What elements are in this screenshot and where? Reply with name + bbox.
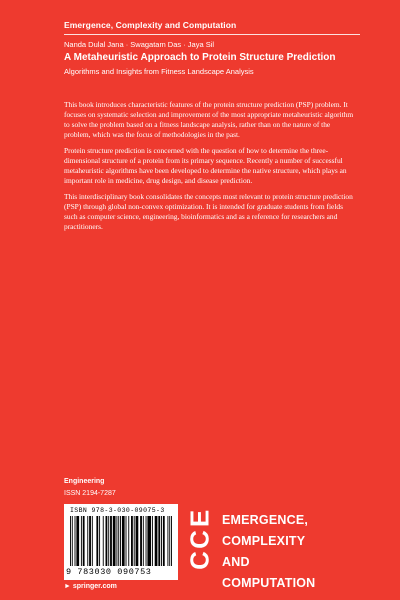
- barcode-bar: [134, 516, 135, 566]
- barcode-bar: [146, 516, 147, 566]
- barcode-bar: [72, 516, 73, 566]
- series-logo-text: [222, 510, 315, 594]
- barcode-bar: [155, 516, 158, 566]
- barcode-bar: [108, 516, 109, 566]
- barcode-bar: [92, 516, 93, 566]
- barcode-bar: [143, 516, 144, 566]
- logo-letter: C: [184, 530, 215, 549]
- barcode-bar: [163, 516, 165, 566]
- barcode-bar: [118, 516, 119, 566]
- barcode-bar: [110, 516, 112, 566]
- barcode-bar: [169, 516, 170, 566]
- issn: ISSN 2194-7287: [64, 490, 116, 497]
- barcode-bar: [70, 516, 71, 566]
- barcode-bar: [106, 516, 108, 566]
- blurb: [64, 100, 354, 238]
- barcode-bar: [103, 516, 104, 566]
- book-subtitle: Algorithms and Insights from Fitness Landscape Analysis: [64, 67, 254, 76]
- barcode-bar: [76, 516, 79, 566]
- logo-word: EMERGENCE,: [222, 513, 309, 527]
- barcode: [64, 504, 178, 580]
- blurb-paragraph: This interdisciplinary book consolidates the concepts most relevant to protein structure prediction (PSP) through global non-convex optimization. It is intended for graduate students from fields such as computer science, engineering, bioinformatics and as a reference for researchers and practitioners.: [64, 192, 353, 231]
- barcode-bar: [83, 516, 85, 566]
- subject-label: Engineering: [64, 478, 105, 485]
- isbn: ISBN 978-3-030-09075-3: [70, 507, 165, 514]
- ean-number: 9 783030 090753: [66, 567, 152, 577]
- barcode-bar: [161, 516, 162, 566]
- logo-letter: E: [184, 509, 215, 528]
- barcode-bar: [116, 516, 117, 566]
- barcode-bar: [140, 516, 142, 566]
- ecc-logo: [185, 508, 215, 574]
- authors: Nanda Dulal Jana · Swagatam Das · Jaya Sil: [64, 40, 215, 49]
- barcode-bar: [152, 516, 153, 566]
- barcode-bar: [99, 516, 100, 566]
- barcode-bar: [113, 516, 116, 566]
- barcode-bar: [128, 516, 129, 566]
- blurb-paragraph: This book introduces characteristic features of the protein structure prediction (PSP) problem. It focuses on systematic selection and improvement of the most appropriate metaheuristic algorithm to solve the problem based on a fitness landscape analysis, rather than on the nature of the problem, which was the focus of methodologies in the past.: [64, 100, 354, 139]
- divider: [64, 34, 360, 35]
- barcode-bar: [171, 516, 172, 566]
- barcode-bar: [96, 516, 98, 566]
- barcode-bar: [147, 516, 151, 566]
- barcode-bar: [89, 516, 91, 566]
- series-title: Emergence, Complexity and Computation: [64, 20, 237, 30]
- blurb-paragraph: Protein structure prediction is concerned with the question of how to determine the three-dimensional structure of a protein from its primary sequence. Recently a number of successful metaheuristic algorithms have been developed to determine the native structure, which plays an important role in medicine, drug design, and disease prediction.: [64, 146, 347, 185]
- barcode-bar: [87, 516, 88, 566]
- barcode-bar: [75, 516, 76, 566]
- publisher-link[interactable]: ► springer.com: [64, 583, 117, 590]
- barcode-bar: [136, 516, 139, 566]
- barcode-bar: [81, 516, 82, 566]
- barcode-bar: [167, 516, 168, 566]
- logo-letter: C: [184, 551, 215, 570]
- logo-word: COMPLEXITY: [222, 534, 306, 548]
- book-title: A Metaheuristic Approach to Protein Structure Prediction: [64, 52, 336, 63]
- logo-word: AND: [222, 555, 250, 569]
- logo-word: COMPUTATION: [222, 576, 316, 590]
- barcode-bar: [120, 516, 121, 566]
- barcode-bar: [122, 516, 125, 566]
- barcode-bars: [70, 516, 172, 566]
- barcode-bar: [126, 516, 127, 566]
- barcode-bar: [131, 516, 133, 566]
- barcode-bar: [158, 516, 160, 566]
